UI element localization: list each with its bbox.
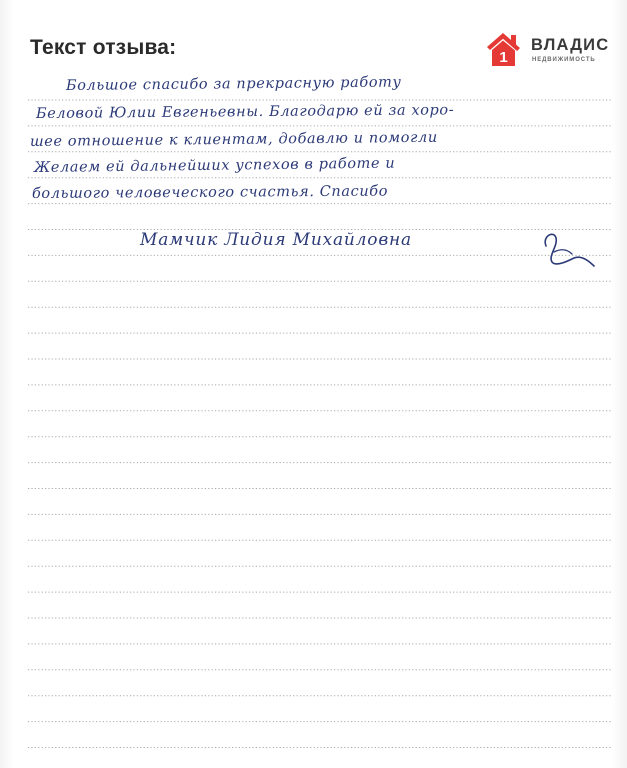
logo-badge: 1 — [499, 49, 508, 66]
review-line: Большое спасибо за прекрасную работу — [65, 74, 402, 94]
review-line: Беловой Юлии Евгеньевны. Благодарю ей за хоро- — [35, 102, 455, 122]
form-title: Текст отзыва: — [30, 36, 177, 59]
review-line: Желаем ей дальнейших успехов в работе и — [33, 155, 396, 176]
logo-brand: ВЛАДИС — [531, 36, 610, 54]
review-line: шее отношение к клиентам, добавлю и помогли — [29, 129, 438, 150]
review-line: большого человеческого счастья. Спасибо — [31, 183, 389, 202]
signature-name: Мамчик Лидия Михайловна — [140, 230, 412, 250]
signature-scribble — [534, 226, 600, 274]
logo-subtitle: НЕДВИЖИМОСТЬ — [532, 57, 596, 63]
